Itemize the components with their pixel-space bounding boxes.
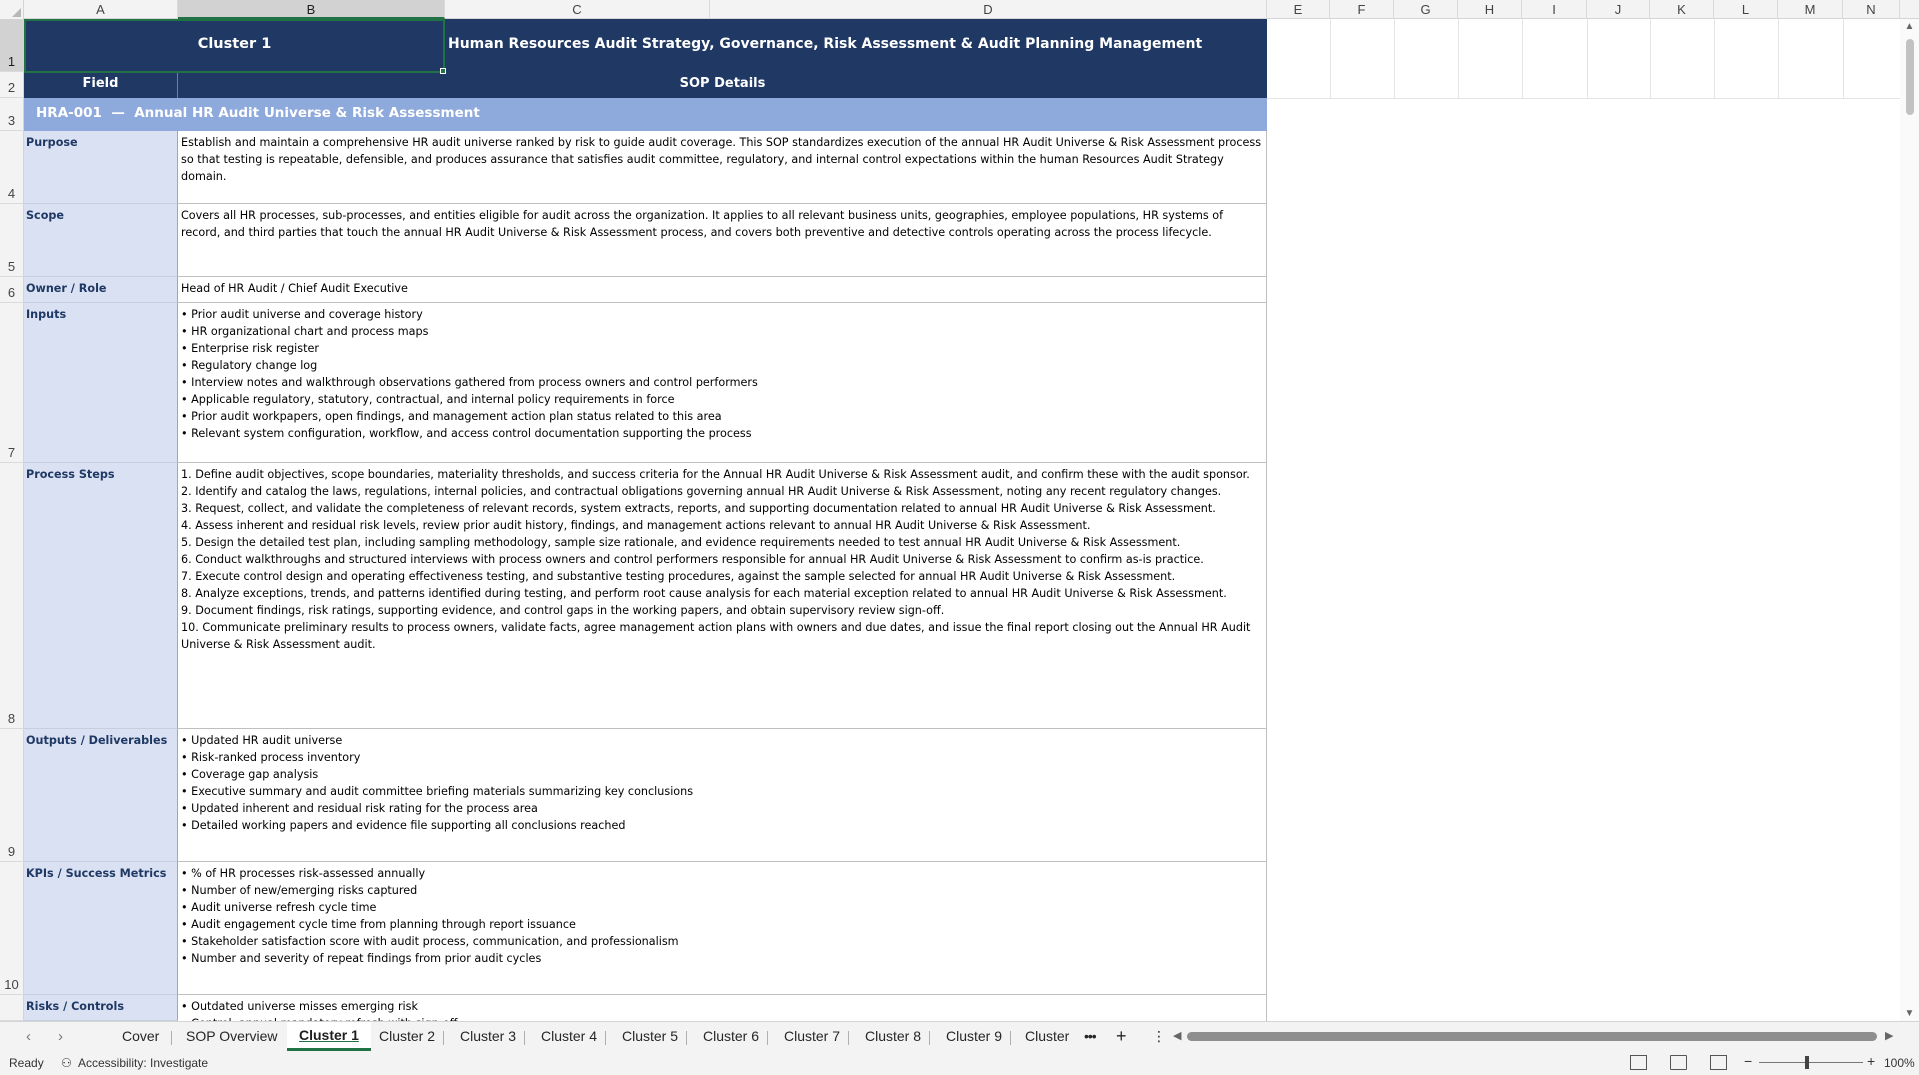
tab-separator bbox=[171, 1031, 172, 1045]
tab-separator bbox=[1010, 1031, 1011, 1045]
row-header-10[interactable]: 10 bbox=[0, 862, 24, 995]
tab-separator bbox=[686, 1031, 687, 1045]
vertical-scrollbar[interactable] bbox=[1900, 19, 1919, 1021]
owner-label[interactable]: Owner / Role bbox=[24, 277, 178, 303]
page-layout-view-icon[interactable] bbox=[1670, 1055, 1687, 1070]
scope-value[interactable]: Covers all HR processes, sub-processes, and entities eligible for audit across the organization. It applies to all relevant business units, geographies, employee populations, HR systems of record, and third parties that touch the annual HR Audit Universe & Risk Assessment process, and covers both preventive and detective controls operating across the process lifecycle. bbox=[178, 204, 1267, 277]
tab-separator bbox=[443, 1031, 444, 1045]
row-header-5[interactable]: 5 bbox=[0, 204, 24, 277]
tab-cluster-7[interactable]: Cluster 7 bbox=[784, 1028, 841, 1044]
scroll-down-icon[interactable]: ▼ bbox=[1904, 1008, 1915, 1019]
tab-separator bbox=[848, 1031, 849, 1045]
purpose-value[interactable]: Establish and maintain a comprehensive HR audit universe ranked by risk to guide audit coverage. This SOP standardizes execution of the annual HR Audit Universe & Risk Assessment process so that testing is repeatable, defensible, and produces assurance that satisfies audit committee, regulatory, and internal control expectations within the human Resources Audit Strategy domain. bbox=[178, 131, 1267, 204]
gridline bbox=[1330, 19, 1331, 98]
accessibility-status[interactable]: Accessibility: Investigate bbox=[78, 1056, 209, 1070]
process-steps-label[interactable]: Process Steps bbox=[24, 463, 178, 729]
tab-menu-icon[interactable]: ⋮ bbox=[1152, 1028, 1166, 1044]
kpis-label[interactable]: KPIs / Success Metrics bbox=[24, 862, 178, 995]
tab-cluster-4[interactable]: Cluster 4 bbox=[541, 1028, 598, 1044]
fill-handle[interactable] bbox=[440, 68, 446, 74]
status-ready: Ready bbox=[9, 1056, 44, 1070]
column-header-h[interactable]: H bbox=[1458, 0, 1522, 19]
tab-cluster-5[interactable]: Cluster 5 bbox=[622, 1028, 679, 1044]
column-header-l[interactable]: L bbox=[1714, 0, 1778, 19]
vertical-scroll-thumb[interactable] bbox=[1906, 39, 1914, 115]
scope-label[interactable]: Scope bbox=[24, 204, 178, 277]
gridline bbox=[1714, 19, 1715, 98]
tab-scroll-left-icon[interactable]: ‹ bbox=[26, 1028, 31, 1045]
zoom-in-button[interactable]: + bbox=[1867, 1053, 1876, 1069]
tab-cluster-10[interactable]: Cluster bbox=[1025, 1028, 1070, 1044]
row-header-2[interactable]: 2 bbox=[0, 72, 24, 98]
column-header-a[interactable]: A bbox=[24, 0, 178, 19]
hscroll-left-icon[interactable]: ◀ bbox=[1173, 1030, 1182, 1042]
tab-cluster-6[interactable]: Cluster 6 bbox=[703, 1028, 760, 1044]
inputs-label[interactable]: Inputs bbox=[24, 303, 178, 463]
cell-selection-outline bbox=[24, 19, 445, 73]
column-header-g[interactable]: G bbox=[1394, 0, 1458, 19]
kpis-value[interactable]: • % of HR processes risk-assessed annually • Number of new/emerging risks captured • Audit universe refresh cycle time • Audit engagement cycle time from planning through report issuance • Stakeholder satisfaction score with audit process, communication, and professionalism • Number and severity of repeat findings from prior audit cycles bbox=[178, 862, 1267, 995]
column-header-e[interactable]: E bbox=[1267, 0, 1330, 19]
column-header-i[interactable]: I bbox=[1522, 0, 1587, 19]
sheet-tab-bar bbox=[0, 1021, 1919, 1051]
gridline bbox=[1843, 19, 1844, 98]
section-title-cell[interactable]: HRA-001 — Annual HR Audit Universe & Risk Assessment bbox=[24, 98, 1267, 131]
tab-scroll-right-icon[interactable]: › bbox=[58, 1028, 63, 1045]
gridline bbox=[1778, 19, 1779, 98]
tab-cluster-1[interactable]: Cluster 1 bbox=[287, 1022, 371, 1051]
status-bar bbox=[0, 1051, 1919, 1075]
tab-cover[interactable]: Cover bbox=[122, 1028, 160, 1044]
tab-cluster-2[interactable]: Cluster 2 bbox=[379, 1028, 436, 1044]
inputs-value[interactable]: • Prior audit universe and coverage history • HR organizational chart and process maps • Enterprise risk register • Regulatory change log • Interview notes and walkthrough observations gathered from process owners and control performers • Applicable regulatory, statutory, contractual, and internal policy requirements in force • Prior audit workpapers, open findings, and management action plan status related to this area • Relevant system configuration, workflow, and access control documentation supporting the process bbox=[178, 303, 1267, 463]
more-tabs-icon[interactable]: ••• bbox=[1084, 1028, 1096, 1044]
gridline bbox=[1458, 19, 1459, 98]
row-header-4[interactable]: 4 bbox=[0, 131, 24, 204]
process-steps-value[interactable]: 1. Define audit objectives, scope boundaries, materiality thresholds, and success criteria for the Annual HR Audit Universe & Risk Assessment audit, and confirm these with the audit sponsor. 2. Identify and catalog the laws, regulations, internal policies, and contractual obligations governing annual HR Audit Universe & Risk Assessment, noting any recent regulatory changes. 3. Request, collect, and validate the completeness of relevant records, system extracts, reports, and supporting documentation related to annual HR Audit Universe & Risk Assessment. 4. Assess inherent and residual risk levels, review prior audit history, findings, and management actions relevant to annual HR Audit Universe & Risk Assessment. 5. Design the detailed test plan, including sampling methodology, sample size rationale, and evidence requirements needed to test annual HR Audit Universe & Risk Assessment. 6. Conduct walkthroughs and structured interviews with process owners and control performers responsible for annual HR Audit Universe & Risk Assessment to confirm as-is practice. 7. Execute control design and operating effectiveness testing, and substantive testing procedures, against the sample selected for annual HR Audit Universe & Risk Assessment. 8. Analyze exceptions, trends, and patterns identified during testing, and perform root cause analysis for each material exception related to annual HR Audit Universe & Risk Assessment. 9. Document findings, risk ratings, supporting evidence, and control gaps in the working papers, and obtain supervisory review sign-off. 10. Communicate preliminary results to process owners, validate facts, agree management action plans with owners and due dates, and issue the final report closing out the Annual HR Audit Universe & Risk Assessment audit. bbox=[178, 463, 1267, 729]
select-all-corner[interactable] bbox=[0, 0, 24, 19]
zoom-level[interactable]: 100% bbox=[1884, 1056, 1915, 1070]
zoom-slider[interactable] bbox=[1759, 1062, 1863, 1063]
column-header-bar bbox=[0, 0, 1919, 19]
add-sheet-icon[interactable]: + bbox=[1116, 1026, 1127, 1046]
tab-separator bbox=[767, 1031, 768, 1045]
outputs-label[interactable]: Outputs / Deliverables bbox=[24, 729, 178, 862]
outputs-value[interactable]: • Updated HR audit universe • Risk-ranked process inventory • Coverage gap analysis • Executive summary and audit committee briefing materials summarizing key conclusions • Updated inherent and residual risk rating for the process area • Detailed working papers and evidence file supporting all conclusions reached bbox=[178, 729, 1267, 862]
horizontal-scrollbar[interactable] bbox=[1187, 1032, 1885, 1041]
risks-label[interactable]: Risks / Controls bbox=[24, 995, 178, 1021]
gridline bbox=[1267, 98, 1900, 99]
gridline bbox=[1394, 19, 1395, 98]
row-header-8[interactable]: 8 bbox=[0, 463, 24, 729]
risks-value[interactable]: • Outdated universe misses emerging risk bbox=[178, 995, 1267, 1021]
tab-cluster-9[interactable]: Cluster 9 bbox=[946, 1028, 1003, 1044]
column-header-b[interactable]: B bbox=[178, 0, 445, 19]
tab-cluster-3[interactable]: Cluster 3 bbox=[460, 1028, 517, 1044]
column-header-d[interactable]: D bbox=[710, 0, 1267, 19]
tab-separator bbox=[524, 1031, 525, 1045]
row-header-7[interactable]: 7 bbox=[0, 303, 24, 463]
row-header-9[interactable]: 9 bbox=[0, 729, 24, 862]
purpose-label[interactable]: Purpose bbox=[24, 131, 178, 204]
column-header-m[interactable]: M bbox=[1778, 0, 1843, 19]
column-header-n[interactable]: N bbox=[1843, 0, 1900, 19]
accessibility-icon[interactable]: ⚇ bbox=[61, 1056, 72, 1070]
gridline bbox=[1522, 19, 1523, 98]
cluster-label-cell[interactable]: Cluster 1 bbox=[24, 19, 445, 72]
cluster-title-cell[interactable]: Human Resources Audit Strategy, Governance, Risk Assessment & Audit Planning Management bbox=[445, 19, 1267, 72]
horizontal-scroll-thumb[interactable] bbox=[1187, 1032, 1877, 1041]
tab-separator bbox=[605, 1031, 606, 1045]
zoom-slider-knob[interactable] bbox=[1805, 1056, 1809, 1069]
tab-sop-overview[interactable]: SOP Overview bbox=[186, 1028, 278, 1044]
owner-value[interactable]: Head of HR Audit / Chief Audit Executive bbox=[178, 277, 1267, 303]
column-header-c[interactable]: C bbox=[445, 0, 710, 19]
column-header-j[interactable]: J bbox=[1587, 0, 1650, 19]
scroll-up-icon[interactable]: ▲ bbox=[1904, 21, 1915, 32]
tab-separator bbox=[929, 1031, 930, 1045]
column-header-f[interactable]: F bbox=[1330, 0, 1394, 19]
gridline bbox=[1587, 19, 1588, 98]
row-header-11[interactable] bbox=[0, 995, 24, 1021]
tab-cluster-8[interactable]: Cluster 8 bbox=[865, 1028, 922, 1044]
normal-view-icon[interactable] bbox=[1630, 1055, 1647, 1070]
column-header-k[interactable]: K bbox=[1650, 0, 1714, 19]
field-column-header[interactable]: Field bbox=[24, 72, 178, 98]
row-header-6[interactable]: 6 bbox=[0, 277, 24, 303]
page-break-preview-icon[interactable] bbox=[1710, 1055, 1727, 1070]
sop-details-column-header[interactable]: SOP Details bbox=[178, 72, 1267, 98]
zoom-out-button[interactable]: − bbox=[1744, 1053, 1753, 1069]
select-all-icon bbox=[12, 8, 21, 17]
gridline bbox=[1650, 19, 1651, 98]
row-header-3[interactable]: 3 bbox=[0, 98, 24, 131]
row-header-1[interactable]: 1 bbox=[0, 19, 24, 72]
hscroll-right-icon[interactable]: ▶ bbox=[1885, 1030, 1894, 1042]
